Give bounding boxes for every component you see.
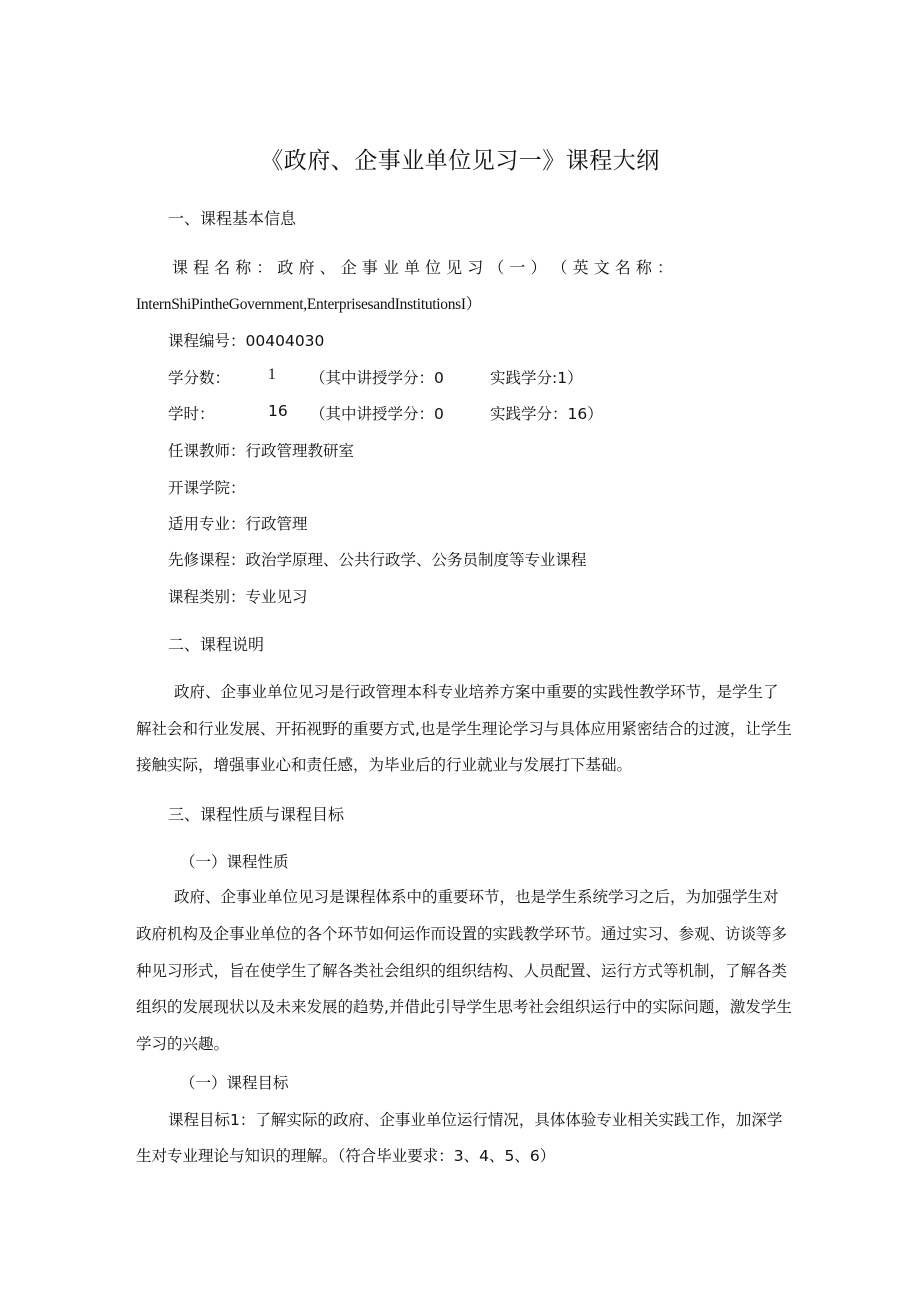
hours-value: 16 <box>268 402 288 420</box>
nature-line: 政府、企事业单位见习是课程体系中的重要环节，也是学生系统学习之后，为加强学生对 <box>174 888 779 906</box>
nature-line: 学习的兴趣。 <box>136 1035 230 1053</box>
section-2-line: 接触实际，增强事业心和责任感，为毕业后的行业就业与发展打下基础。 <box>136 756 633 774</box>
section-2-heading: 二、课程说明 <box>168 635 265 654</box>
course-code <box>168 329 324 351</box>
category-line: 课程类别：专业见习 <box>168 588 308 606</box>
course-english-name: InternShiPintheGovernment,EnterprisesandInstitutionsI） <box>136 296 481 313</box>
section-2-line: 解社会和行业发展、开拓视野的重要方式,也是学生理论学习与具体应用紧密结合的过渡，让学生 <box>136 720 792 738</box>
section-2-line: 政府、企事业单位见习是行政管理本科专业培养方案中重要的实践性教学环节，是学生了 <box>174 683 779 701</box>
prerequisite-line: 先修课程：政治学原理、公共行政学、公务员制度等专业课程 <box>168 551 587 569</box>
hours-label: 学时： <box>168 405 215 423</box>
credits-lecture: （其中讲授学分：0 <box>310 369 444 387</box>
goal-line: 生对专业理论与知识的理解。（符合毕业要求：3、4、5、6） <box>136 1147 556 1165</box>
section-1-heading: 一、课程基本信息 <box>168 209 297 228</box>
course-code-label: 课程编号： <box>168 332 246 350</box>
section-3-heading: 三、课程性质与课程目标 <box>168 805 345 824</box>
credits-practice: 实践学分:1） <box>490 369 583 387</box>
course-code-value: 00404030 <box>245 332 325 350</box>
major-line: 适用专业：行政管理 <box>168 515 308 533</box>
nature-line: 组织的发展现状以及未来发展的趋势,并借此引导学生思考社会组织运行中的实际问题，激发学生 <box>136 998 792 1016</box>
college-line: 开课学院： <box>168 479 246 497</box>
teacher-line: 任课教师：行政管理教研室 <box>168 442 355 460</box>
hours-practice: 实践学分：16） <box>490 405 603 423</box>
nature-line: 种见习形式，旨在使学生了解各类社会组织的组织结构、人员配置、运行方式等机制，了解各类 <box>136 962 788 980</box>
nature-line: 政府机构及企事业单位的各个环节如何运作而设置的实践教学环节。通过实习、参观、访谈等多 <box>136 925 788 943</box>
course-name-line: 课 程 名 称 ： 政 府 、 企 事 业 单 位 见 习 （ 一 ） （ 英 文 名 称 ： <box>172 258 673 277</box>
credits-value: 1 <box>268 366 276 383</box>
document-title: 《政府、企事业单位见习一》课程大纲 <box>260 148 660 174</box>
sub-heading-goals: （一）课程目标 <box>180 1074 289 1092</box>
goal-line: 课程目标1：了解实际的政府、企事业单位运行情况，具体体验专业相关实践工作，加深学 <box>168 1111 783 1129</box>
sub-heading-nature: （一）课程性质 <box>180 853 289 871</box>
credits-label: 学分数： <box>168 369 231 387</box>
hours-lecture: （其中讲授学分：0 <box>310 405 444 423</box>
